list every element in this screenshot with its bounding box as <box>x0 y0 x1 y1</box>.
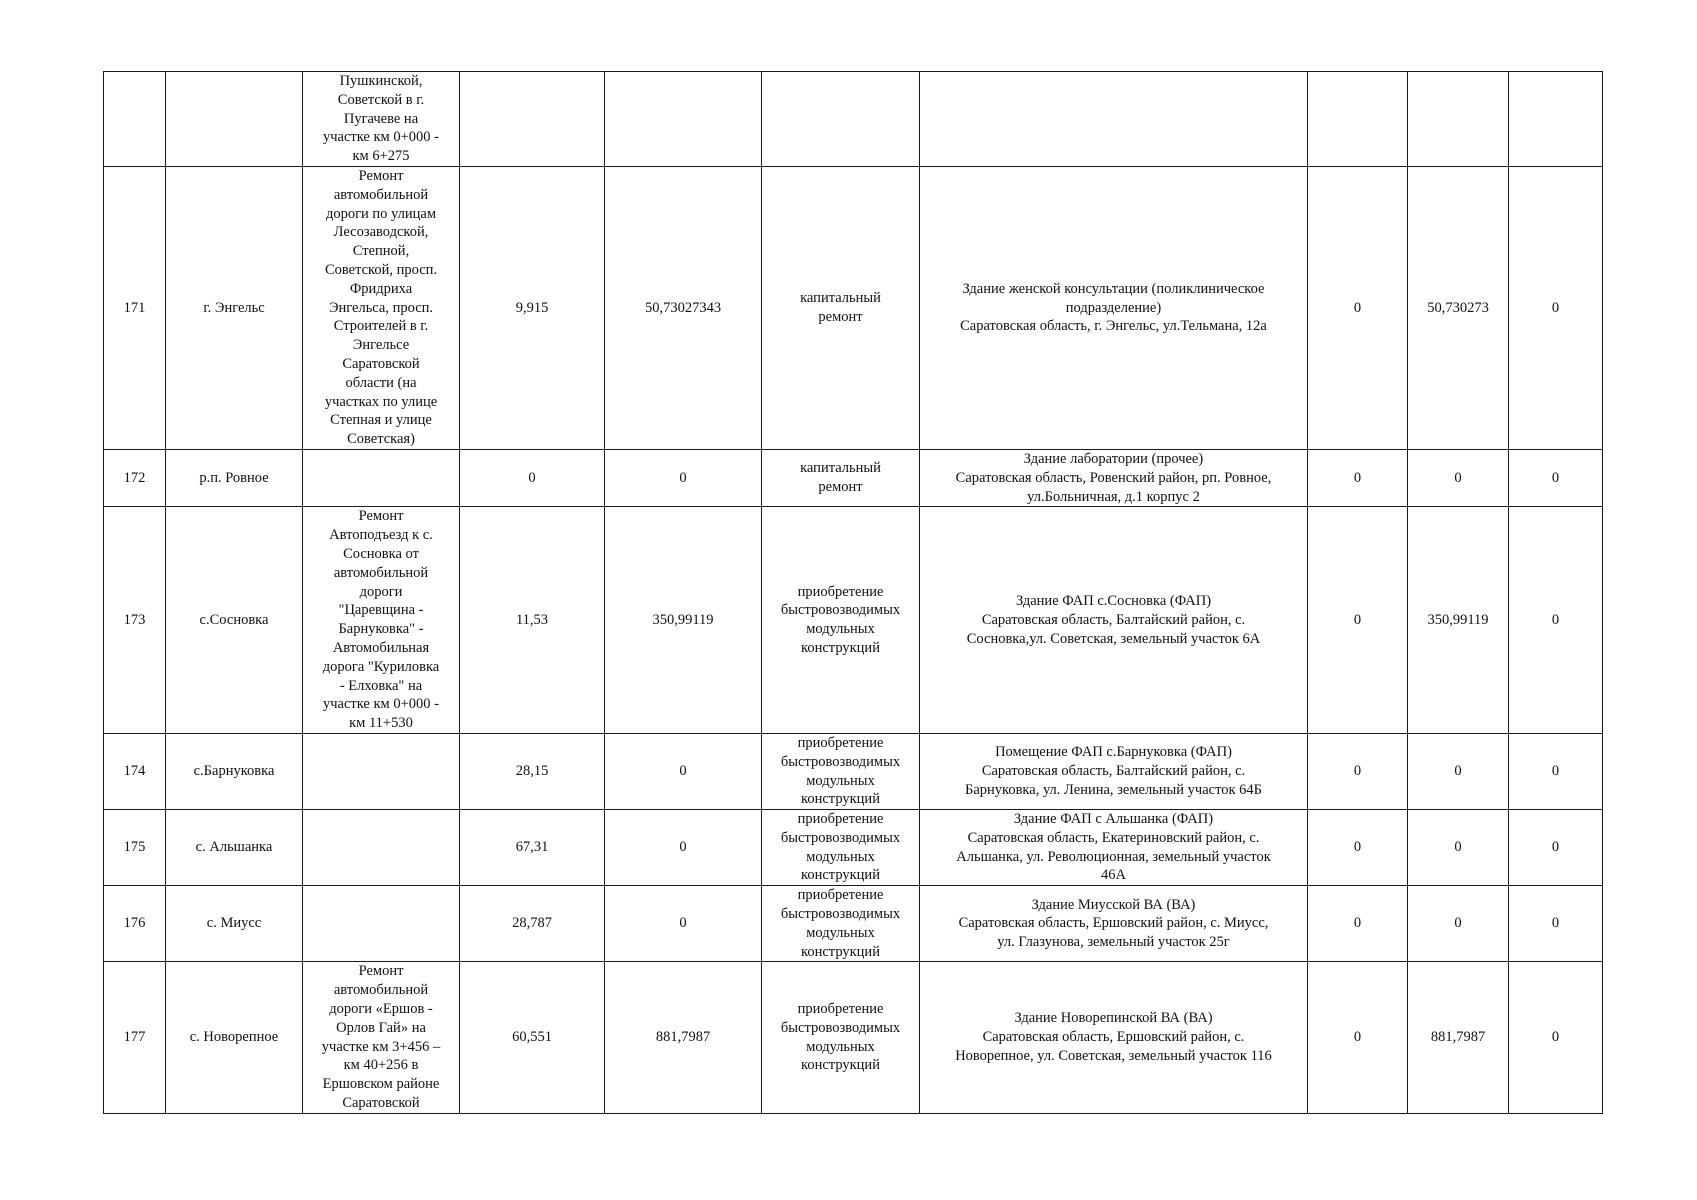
cell-value-3: 0 <box>1509 449 1603 506</box>
cell-value-3: 0 <box>1509 886 1603 962</box>
cell-value-1: 0 <box>1308 962 1408 1113</box>
cell-facility: Здание Миусской ВА (ВА) Саратовская область, Ершовский район, с. Миусс, ул. Глазунова, земельный участок 25г <box>920 886 1308 962</box>
cell-value-2: 881,7987 <box>1408 962 1509 1113</box>
cell-value-2: 0 <box>1408 886 1509 962</box>
cell-work-type: приобретение быстровозводимых модульных конструкций <box>762 886 920 962</box>
cell-number: 177 <box>104 962 166 1113</box>
cell-settlement: р.п. Ровное <box>166 449 303 506</box>
cell-road-works <box>303 733 460 809</box>
cell-facility: Здание ФАП с Альшанка (ФАП) Саратовская область, Екатериновский район, с. Альшанка, ул. Революционная, земельный участок 46А <box>920 810 1308 886</box>
cell-length: 9,915 <box>460 167 605 450</box>
cell-value-2: 50,730273 <box>1408 167 1509 450</box>
cell-value-2: 0 <box>1408 449 1509 506</box>
cell-value-3: 0 <box>1509 733 1603 809</box>
cell-work-type <box>762 72 920 167</box>
cell-cost: 0 <box>605 733 762 809</box>
cell-cost: 0 <box>605 449 762 506</box>
cell-number: 171 <box>104 167 166 450</box>
table-row <box>104 733 1603 809</box>
cell-value-3: 0 <box>1509 167 1603 450</box>
cell-number <box>104 72 166 167</box>
cell-value-3 <box>1509 72 1603 167</box>
cell-work-type: приобретение быстровозводимых модульных конструкций <box>762 810 920 886</box>
cell-work-type: приобретение быстровозводимых модульных конструкций <box>762 962 920 1113</box>
cell-facility: Здание ФАП с.Сосновка (ФАП) Саратовская область, Балтайский район, с. Сосновка,ул. Советская, земельный участок 6А <box>920 507 1308 734</box>
cell-length: 0 <box>460 449 605 506</box>
cell-settlement: с.Барнуковка <box>166 733 303 809</box>
cell-settlement: г. Энгельс <box>166 167 303 450</box>
cell-value-2 <box>1408 72 1509 167</box>
cell-value-1: 0 <box>1308 886 1408 962</box>
cell-settlement <box>166 72 303 167</box>
cell-value-1: 0 <box>1308 449 1408 506</box>
cell-work-type: приобретение быстровозводимых модульных конструкций <box>762 507 920 734</box>
cell-length: 67,31 <box>460 810 605 886</box>
cell-value-1: 0 <box>1308 810 1408 886</box>
cell-work-type: капитальный ремонт <box>762 167 920 450</box>
cell-cost: 350,99119 <box>605 507 762 734</box>
cell-number: 174 <box>104 733 166 809</box>
cell-cost: 0 <box>605 810 762 886</box>
cell-length: 11,53 <box>460 507 605 734</box>
cell-value-3: 0 <box>1509 507 1603 734</box>
table-row <box>104 507 1603 734</box>
cell-facility: Здание Новорепинской ВА (ВА) Саратовская область, Ершовский район, с. Новорепное, ул. Советская, земельный участок 116 <box>920 962 1308 1113</box>
cell-facility: Здание женской консультации (поликлиническое подразделение) Саратовская область, г. Энгельс, ул.Тельмана, 12а <box>920 167 1308 450</box>
cell-settlement: с. Новорепное <box>166 962 303 1113</box>
cell-road-works <box>303 449 460 506</box>
cell-length <box>460 72 605 167</box>
cell-road-works <box>303 886 460 962</box>
cell-number: 176 <box>104 886 166 962</box>
cell-value-3: 0 <box>1509 962 1603 1113</box>
cell-value-1 <box>1308 72 1408 167</box>
cell-work-type: приобретение быстровозводимых модульных конструкций <box>762 733 920 809</box>
cell-cost: 0 <box>605 886 762 962</box>
cell-road-works: Ремонт автомобильной дороги «Ершов - Орлов Гай» на участке км 3+456 – км 40+256 в Ершовском районе Саратовской <box>303 962 460 1113</box>
cell-length: 60,551 <box>460 962 605 1113</box>
cell-value-1: 0 <box>1308 167 1408 450</box>
table-row <box>104 962 1603 1113</box>
cell-number: 175 <box>104 810 166 886</box>
cell-facility: Помещение ФАП с.Барнуковка (ФАП) Саратовская область, Балтайский район, с. Барнуковка, ул. Ленина, земельный участок 64Б <box>920 733 1308 809</box>
cell-value-2: 350,99119 <box>1408 507 1509 734</box>
cell-number: 172 <box>104 449 166 506</box>
cell-value-3: 0 <box>1509 810 1603 886</box>
cell-road-works: Ремонт Автоподъезд к с. Сосновка от автомобильной дороги "Царевщина - Барнуковка" - Автомобильная дорога "Куриловка - Елховка" на участке км 0+000 - км 11+530 <box>303 507 460 734</box>
cell-value-2: 0 <box>1408 810 1509 886</box>
cell-cost <box>605 72 762 167</box>
cell-cost: 50,73027343 <box>605 167 762 450</box>
table-row <box>104 449 1603 506</box>
table-row <box>104 167 1603 450</box>
cell-road-works: Пушкинской, Советской в г. Пугачеве на участке км 0+000 - км 6+275 <box>303 72 460 167</box>
cell-settlement: с. Миусс <box>166 886 303 962</box>
cell-length: 28,787 <box>460 886 605 962</box>
cell-number: 173 <box>104 507 166 734</box>
cell-settlement: с. Альшанка <box>166 810 303 886</box>
cell-road-works: Ремонт автомобильной дороги по улицам Лесозаводской, Степной, Советской, просп. Фридриха Энгельса, просп. Строителей в г. Энгельсе Саратовской области (на участках по улице Степная и улице Советская) <box>303 167 460 450</box>
cell-facility <box>920 72 1308 167</box>
table-row <box>104 886 1603 962</box>
cell-value-2: 0 <box>1408 733 1509 809</box>
cell-work-type: капитальный ремонт <box>762 449 920 506</box>
data-table <box>103 71 1603 1114</box>
table-row <box>104 810 1603 886</box>
cell-cost: 881,7987 <box>605 962 762 1113</box>
cell-settlement: с.Сосновка <box>166 507 303 734</box>
cell-length: 28,15 <box>460 733 605 809</box>
table-row <box>104 72 1603 167</box>
cell-road-works <box>303 810 460 886</box>
cell-value-1: 0 <box>1308 507 1408 734</box>
cell-facility: Здание лаборатории (прочее) Саратовская область, Ровенский район, рп. Ровное, ул.Больничная, д.1 корпус 2 <box>920 449 1308 506</box>
cell-value-1: 0 <box>1308 733 1408 809</box>
